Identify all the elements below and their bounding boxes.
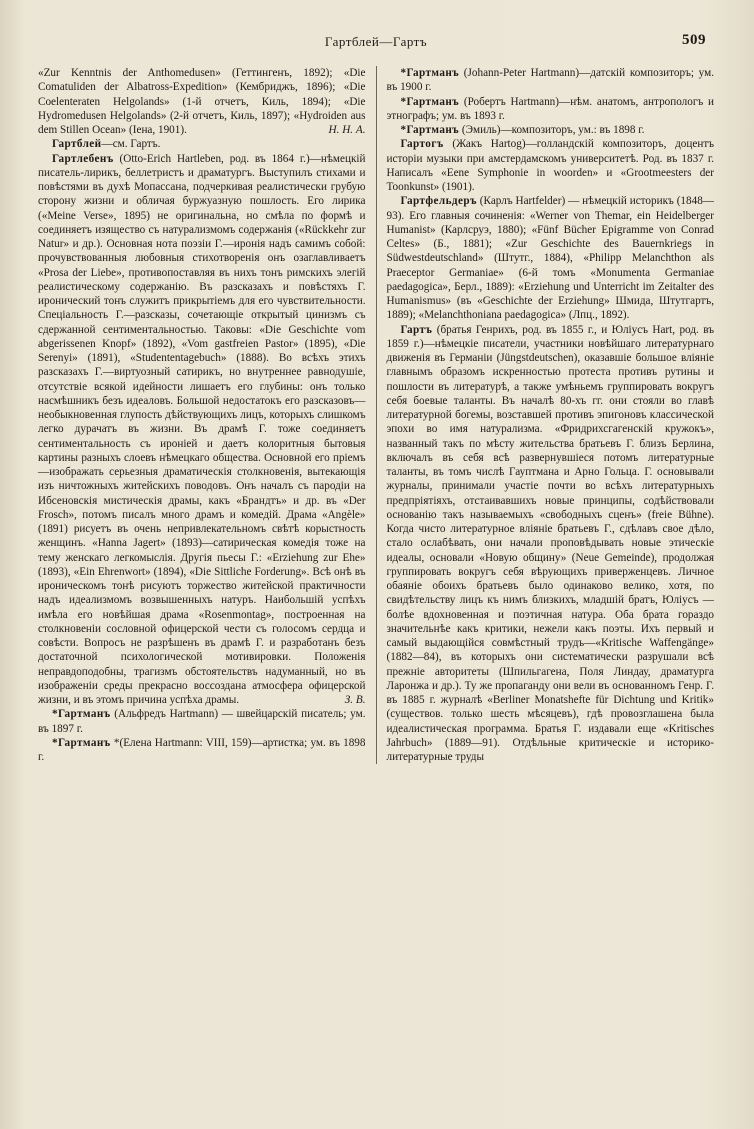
dictionary-entry <box>38 152 366 708</box>
entry-signature: З. В. <box>344 694 366 706</box>
entry-text: —см. Гартъ. <box>101 138 161 151</box>
entry-headword: *Гартманъ <box>400 124 460 136</box>
running-head <box>38 34 714 54</box>
dictionary-entry <box>387 194 715 322</box>
entry-headword: Гартблей <box>52 138 102 151</box>
entry-headword: Гартогъ <box>400 138 444 151</box>
entry-text: (Робертъ Hartmann)—нѣм. анатомъ, антропологъ и этнографъ; ум. въ 1893 г. <box>386 95 714 122</box>
entry-text: (братья Генрихъ, род. въ 1855 г., и Юліусъ Hart, род. въ 1859 г.)—нѣмецкіе писатели, участники новѣйшаго литературнаго движенія въ Германіи (Jüngstdeutschen), оказавшіе большое вліяніе главнымъ образомъ искренностью протеста противъ рутины и пошлости въ литературѣ, а также умѣньемъ группировать вокругъ себя боевые таланты. Въ началѣ 80-хъ гг. они стояли во главѣ литературной богемы, возставшей противъ эпигоновъ классической эпохи во имя натурализма. «Фридрихсгагенскій кружокъ», названный такъ по мѣсту жительства братьевъ Г. близъ Берлина, включалъ въ себя всѣ развернувшіеся потомъ литературные таланты, въ томъ числѣ Гауптмана и Арно Гольца. Г. основывали журналы, принимали участіе почти во всѣхъ литературныхъ предпріятіяхъ, отстаивавшихъ новые принципы, содѣйствовали основанію такъ называемыхъ «свободныхъ сценъ» (freie Bühne). Когда чисто литературное вліяніе братьевъ Г., сдѣлавъ свое дѣло, стало ослабѣвать, они начали проповѣдывать новые этическіе идеалы, основали «Новую общину» (Neue Gemeinde), продолжая группировать вокругъ себя вѣрующихъ приверженцевъ. Личное обаяніе обоихъ братьевъ было одинаково велико, хотя, по свидѣтельству лицъ къ нимъ близкихъ, младшій братъ, Юліусъ —болѣе вдохновенная и поэтичная натура. Оба брата гораздо значительнѣе какъ критики, нежели какъ поэты. Ихъ первый и самый выдающійся совмѣстный трудъ—«Kritische Waffengänge» (1882—84), въ которыхъ они систематически разрушали всѣ прежніе авторитеты (Шпильгагена, Поля Линдау, драматурга Ларонжа и др.). Ту же пропаганду они вели въ основанномъ Генр. Г. въ 1885 г. журналѣ «Berliner Monatshefte für Dichtung und Kritik» (существов. только шесть мѣсяцевъ), гдѣ провозглашена была идеалистическая программа. Братья Г. издавали еще «Kritisches Jahrbuch» (1889—91). Отдѣльные критическіе и историко-литературные труды <box>386 323 714 763</box>
dictionary-entry <box>38 66 366 137</box>
entry-text: (Жакъ Hartog)—голландскій композиторъ, доцентъ исторіи музыки при амстердамскомъ университетѣ. Род. въ 1837 г. Написалъ «Eene Symphonie in woorden» и «Grootmeesters der Toonkunst» (1901). <box>386 138 714 193</box>
entry-headword: Гартлебенъ <box>52 152 114 165</box>
dictionary-entry <box>38 736 366 765</box>
entry-text: *(Елена Hartmann: VIII, 159)—артистка; ум. въ 1898 г. <box>38 736 366 763</box>
entry-text: (Эмиль)—композиторъ, ум.: въ 1898 г. <box>459 124 645 136</box>
entry-text: (Otto-Erich Hartleben, род. въ 1864 г.)—нѣмецкій писатель-лирикъ, беллетристъ и драматургъ. Выступилъ стихами и повѣстями въ духѣ Мопассана, подчеркивая реалистически грубую сторону жизни и обличая буржуазную пошлость. Его лирика («Meine Verse», 1895) не оригинальна, но смѣла по формѣ и соединяетъ изящество съ натурализмомъ содержанія («Rückkehr zur Natur» и др.). Основная нота поэзіи Г.—иронія надъ самимъ собой: прочувствованныя любовныя стихотворенія онъ озаглавливаетъ «Prosa der Liebe», противопоставляя въ нихъ тонъ римскихъ элегій реалистическому содержанію. Въ разсказахъ и повѣстяхъ Г. иронический тонъ служитъ прикрытіемъ для его чувствительности. Спеціальность Г.—разсказы, сочетающіе открытый цинизмъ съ сдержанной сентиментальностью. Таковы: «Die Geschichte vom abgerissenen Knopf» (1892), «Vom gastfreien Pastor» (1895), «Die Serenyi» (1891), «Studententagebuch» (1888). Во всѣхъ этихъ разсказахъ Г.—виртуозный сатирикъ, но внутреннее равнодушіе, отсутствіе всякой идейности лишаетъ его глубины: онъ только насмѣшникъ безъ идеаловъ. Большой недостатокъ его разсказовъ—необыкновенная глупость дѣйствующихъ лицъ, которыхъ слишкомъ легко дурачатъ въ жизни. Въ драмѣ Г. тоже соединяетъ сентиментальность съ ироніей и даетъ колоритныя бытовыя картины разныхъ слоевъ нѣмецкаго общества. Основной его пріемъ—изображать серьезныя драматическія столкновенія, вытекающія изъ ничтожныхъ житейскихъ поводовъ. Онъ началъ съ пародіи на Ибсеновскія мистическія драмы, какъ «Брандтъ» и др. въ «Der Frosch», потомъ писалъ много драмъ и комедій. Драма «Angèle» (1891) рисуетъ въ очень непривлекательномъ свѣтѣ корыстность женщинъ. «Hanna Jagert» (1893)—сатирическая комедія тоже на тему женскаго легкомыслія. Другія пьесы Г.: «Erziehung zur Ehe» (1893), «Ein Ehrenwort» (1894), «Die Sittliche Forderung». Всѣ онѣ въ ироническомъ тонѣ рисуютъ торжество житейской практичности надъ идеализмомъ возвышенныхъ натуръ. Наибольшій успѣхъ имѣла его новѣйшая драма «Rosenmontag», построенная на столкновеніи сословной офицерской чести съ голосомъ сердца и совѣсти. Вопросъ не разрѣшенъ въ драмѣ Г. и разработанъ безъ достаточной психологической мотивировки. Положенія неправдоподобны, трагизмъ обстоятельствъ надуманный, но въ изображеніи среды прекрасно воссоздана атмосфера офицерской жизни, и въ этомъ причина успѣха драмы. <box>38 152 366 706</box>
two-column-body <box>38 66 714 764</box>
entry-text: (Карлъ Hartfelder) — нѣмецкій историкъ (1848—93). Его главныя сочиненія: «Werner von Themar, ein Heidelberger Humanist» (Карлсруэ, 1880); «Fünf Bücher Epigramme von Conrad Celtes» (Б., 1881); «Zur Geschichte des Bauernkriegs in Südwestdeutschland» (Штутг., 1884), «Philipp Melanchthon als Praeceptor Germaniae» (6-й томъ «Monumenta Germaniae paedagogica», Берл., 1889): «Erziehung und Unterricht im Zeitalter des Humanismus» (въ «Geschichte der Erziehung» Шмида, Штутгартъ, 1889); «Melanchthoniana paedagogica» (Лпц., 1892). <box>386 195 714 322</box>
right-column <box>376 66 715 764</box>
dictionary-entry <box>387 95 715 124</box>
dictionary-entry <box>387 123 715 137</box>
dictionary-entry <box>38 707 366 736</box>
left-column <box>38 66 366 764</box>
entry-text: (Johann-Peter Hartmann)—датскій композиторъ; ум. въ 1900 г. <box>386 67 714 94</box>
page-number: 509 <box>682 32 706 48</box>
entry-headword: *Гартманъ <box>52 736 111 749</box>
entry-headword: *Гартманъ <box>52 708 111 721</box>
entry-headword: *Гартманъ <box>400 95 460 108</box>
entry-headword: Гартфельдеръ <box>400 195 477 208</box>
dictionary-entry <box>387 137 715 194</box>
entry-headword: *Гартманъ <box>400 67 460 79</box>
dictionary-entry <box>38 137 366 151</box>
page-header-title: Гартблей—Гартъ <box>324 34 428 49</box>
dictionary-entry <box>387 323 715 765</box>
entry-headword: Гартъ <box>400 323 433 336</box>
dictionary-entry <box>387 66 715 95</box>
entry-text: «Zur Kenntnis der Anthomedusen» (Геттингенъ, 1892); «Die Comatuliden der Albatross-Expedition» (Кембриджъ, 1896); «Die Coelenteraten Helgolands» (1-й отчетъ, Киль, 1894); «Die Hydromedusen Helgolands» (2-й отчетъ, Киль, 1897); «Hydroiden aus dem Stillen Ocean» (Іена, 1901). <box>38 67 366 136</box>
entry-signature: Н. Н. А. <box>328 124 366 136</box>
entry-text: (Альфредъ Hartmann) — швейцарскій писатель; ум. въ 1897 г. <box>38 708 366 735</box>
